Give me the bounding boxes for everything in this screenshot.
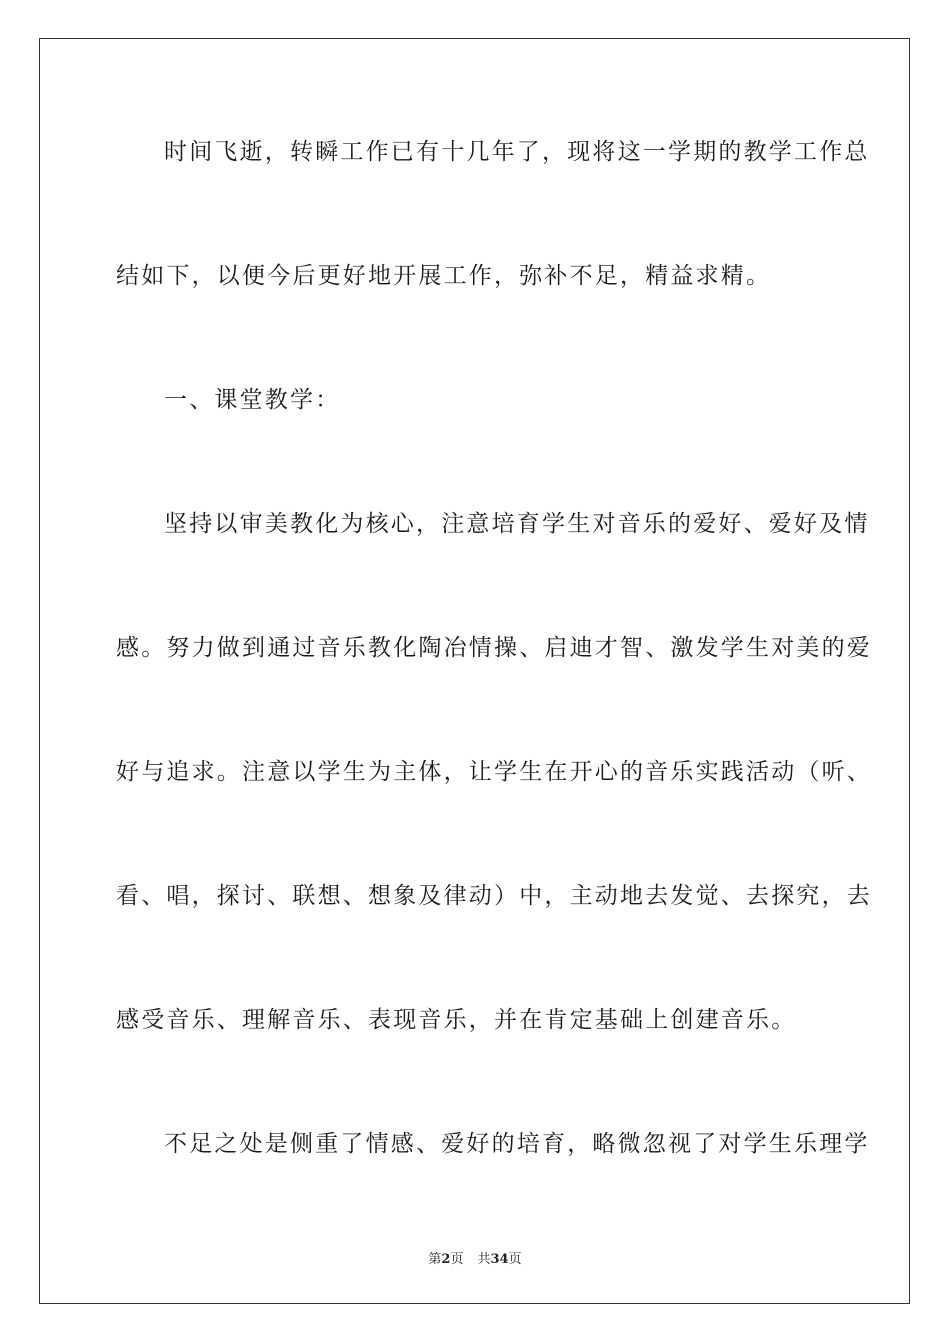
total-pages: 34	[490, 1252, 509, 1267]
page-prefix: 第	[428, 1252, 442, 1267]
page-suffix: 页	[450, 1252, 464, 1267]
total-suffix: 页	[508, 1252, 522, 1267]
text-line: 感。努力做到通过音乐教化陶冶情操、启迪才智、激发学生对美的爱	[116, 635, 872, 661]
text-line: 时间飞逝，转瞬工作已有十几年了，现将这一学期的教学工作总	[164, 139, 870, 165]
text-line: 好与追求。注意以学生为主体，让学生在开心的音乐实践活动（听、	[116, 759, 872, 785]
text-line: 不足之处是侧重了情感、爱好的培育，略微忽视了对学生乐理学	[164, 1131, 870, 1157]
text-line: 结如下，以便今后更好地开展工作，弥补不足，精益求精。	[116, 263, 772, 289]
text-line: 坚持以审美教化为核心，注意培育学生对音乐的爱好、爱好及情	[164, 511, 870, 537]
page-footer	[0, 1248, 950, 1267]
section-heading: 一、课堂教学：	[164, 387, 341, 413]
text-line: 看、唱，探讨、联想、想象及律动）中，主动地去发觉、去探究，去	[116, 883, 872, 909]
page-border	[39, 38, 910, 1304]
text-line: 感受音乐、理解音乐、表现音乐，并在肯定基础上创建音乐。	[116, 1007, 797, 1033]
total-prefix: 共	[477, 1252, 491, 1267]
page-number: 2	[441, 1252, 451, 1267]
